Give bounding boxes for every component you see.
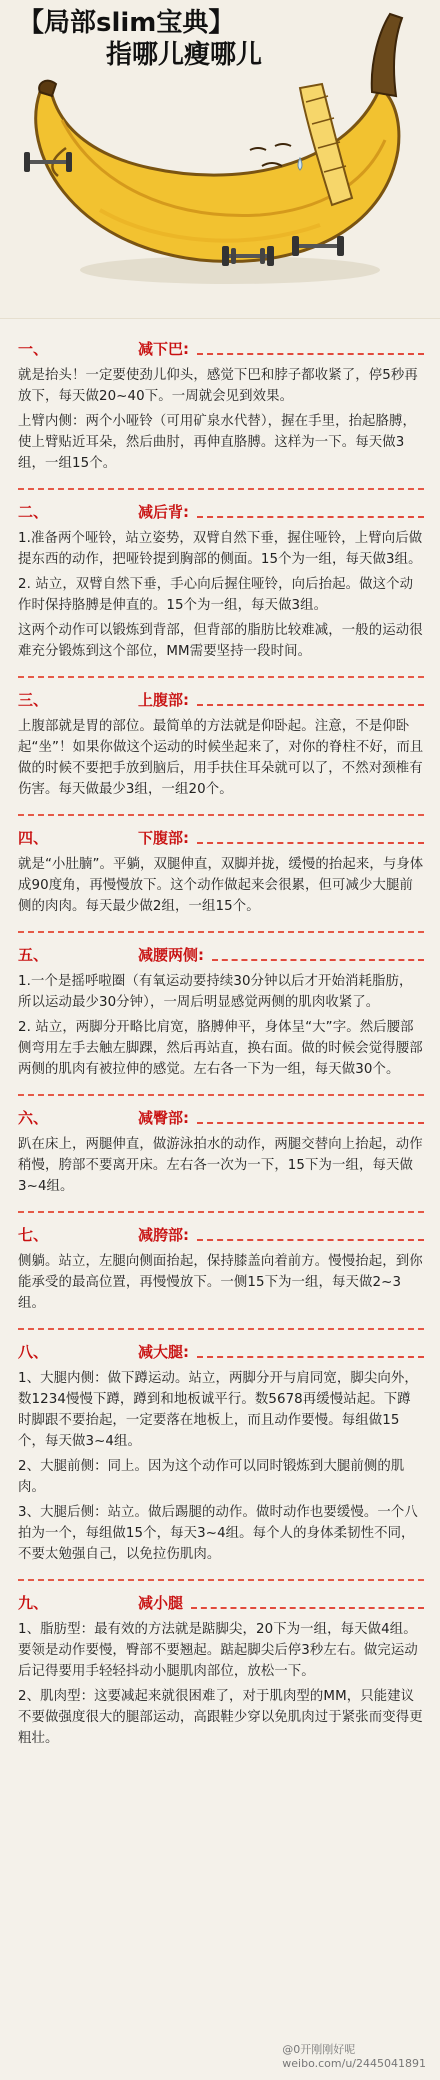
dashed-divider	[197, 516, 424, 518]
section-paragraph: 上腹部就是胃的部位。最简单的方法就是仰卧起。注意，不是仰卧起“坐”！如果你做这个运动的时候坐起来了，对你的脊柱不好，而且做的时候不要把手放到脑后，用手扶住耳朵就可以了，不然对颈椎有伤害。每天做最少3组，一组20个。	[18, 719, 424, 797]
section-heading: 减腰两侧:	[138, 946, 204, 964]
section-header	[18, 1340, 424, 1362]
section-separator	[18, 676, 424, 678]
section-waist	[18, 943, 424, 1080]
section-heading: 减下巴:	[138, 340, 189, 358]
section-calves	[18, 1591, 424, 1749]
section-paragraph: 2. 站立，两脚分开略比肩宽，胳膊伸平，身体呈“大”字。然后腰部侧弯用左手去触左脚踝，然后再站直，换右面。做的时候会觉得腰部两侧的肌肉有被拉伸的感觉。左右各一下为一组，每天做30个。	[18, 1020, 423, 1077]
section-header	[18, 826, 424, 848]
section-paragraph: 这两个动作可以锻炼到背部，但背部的脂肪比较难减，一般的运动很难充分锻炼到这个部位，MM需要坚持一段时间。	[18, 623, 423, 659]
header-banner	[0, 0, 440, 319]
section-paragraph: 1、大腿内侧：做下蹲运动。站立，两脚分开与肩同宽，脚尖向外，数1234慢慢下蹲，蹲到和地板诚平行。数5678再缓慢站起。下蹲时脚跟不要抬起，一定要落在地板上，而且动作要慢。每组做15个，每天做3~4组。	[18, 1371, 418, 1449]
section-paragraph: 3、大腿后侧：站立。做后踢腿的动作。做时动作也要缓慢。一个八拍为一个，每组做15个，每天3~4组。每个人的身体柔韧性不同，不要太勉强自己，以免拉伤肌肉。	[18, 1505, 418, 1562]
section-header	[18, 1591, 424, 1613]
dashed-divider	[197, 1356, 424, 1358]
section-paragraph: 1.一个是摇呼啦圈（有氧运动要持续30分钟以后才开始消耗脂肪，所以运动最少30分钟），一周后明显感觉两侧的肌肉收紧了。	[18, 974, 413, 1010]
section-paragraph: 1.准备两个哑铃，站立姿势，双臂自然下垂，握住哑铃，上臂向后做提东西的动作，把哑铃提到胸部的侧面。15个为一组，每天做3组。	[18, 531, 423, 567]
section-number: 四、	[18, 829, 49, 847]
section-hip-sides	[18, 1223, 424, 1314]
content-area	[0, 319, 440, 1749]
dashed-divider	[197, 353, 424, 355]
section-separator	[18, 1094, 424, 1096]
section-number: 六、	[18, 1109, 49, 1127]
section-separator	[18, 931, 424, 933]
dashed-divider	[191, 1607, 424, 1609]
watermark-url: weibo.com/u/2445041891	[282, 2057, 426, 2070]
watermark	[282, 2041, 426, 2070]
section-paragraph: 侧躺。站立，左腿向侧面抬起，保持膝盖向着前方。慢慢抬起，到你能承受的最高位置，再慢慢放下。一侧15下为一组，每天做2~3组。	[18, 1254, 423, 1311]
dashed-divider	[197, 842, 424, 844]
section-paragraph: 2、大腿前侧：同上。因为这个动作可以同时锻炼到大腿前侧的肌肉。	[18, 1459, 405, 1495]
section-heading: 减小腿	[138, 1594, 184, 1612]
section-separator	[18, 488, 424, 490]
dashed-divider	[197, 704, 424, 706]
section-header	[18, 1106, 424, 1128]
dashed-divider	[197, 1239, 424, 1241]
section-header	[18, 943, 424, 965]
section-number: 二、	[18, 503, 49, 521]
section-heading: 减胯部:	[138, 1226, 189, 1244]
section-header	[18, 1223, 424, 1245]
section-number: 五、	[18, 946, 49, 964]
section-number: 三、	[18, 691, 49, 709]
page-title	[18, 8, 262, 70]
watermark-handle: @0开刚刚好呢	[282, 2043, 356, 2056]
section-number: 一、	[18, 340, 49, 358]
section-separator	[18, 1211, 424, 1213]
section-paragraph: 趴在床上，两腿伸直，做游泳拍水的动作，两腿交替向上抬起，动作稍慢，胯部不要离开床。左右各一次为一下，15下为一组，每天做3~4组。	[18, 1137, 423, 1194]
section-thighs	[18, 1340, 424, 1565]
section-upper-abdomen	[18, 688, 424, 800]
section-header	[18, 688, 424, 710]
section-heading: 减后背:	[138, 503, 189, 521]
section-paragraph: 1、脂肪型：最有效的方法就是踮脚尖，20下为一组，每天做4组。要领是动作要慢，臀部不要翘起。踮起脚尖后停3秒左右。做完运动后记得要用手轻轻抖动小腿肌肉部位，放松一下。	[18, 1622, 418, 1679]
section-hips	[18, 1106, 424, 1197]
section-heading: 下腹部:	[138, 829, 189, 847]
section-heading: 减臀部:	[138, 1109, 189, 1127]
section-heading: 减大腿:	[138, 1343, 189, 1361]
section-paragraph: 就是“小肚腩”。平躺，双腿伸直，双脚并拢，缓慢的抬起来，与身体成90度角，再慢慢放下。这个动作做起来会很累，但可减少大腿前侧的肉肉。每天最少做2组，一组15个。	[18, 857, 424, 914]
section-separator	[18, 1328, 424, 1330]
section-paragraph: 上臂内侧：两个小哑铃（可用矿泉水代替），握在手里，抬起胳膊，使上臂贴近耳朵，然后曲肘，再伸直胳膊。这样为一下。每天做3组，一组15个。	[18, 414, 417, 471]
section-number: 八、	[18, 1343, 49, 1361]
section-number: 九、	[18, 1594, 49, 1612]
section-chin	[18, 337, 424, 474]
section-header	[18, 500, 424, 522]
section-paragraph: 就是抬头！一定要使劲儿仰头，感觉下巴和脖子都收紧了，停5秒再放下，每天做20~40下。一周就会见到效果。	[18, 368, 418, 404]
section-paragraph: 2、肌肉型：这要减起来就很困难了，对于肌肉型的MM，只能建议不要做强度很大的腿部运动，高跟鞋少穿以免肌肉过于紧张而变得更粗壮。	[18, 1689, 423, 1746]
section-paragraph: 2. 站立，双臂自然下垂，手心向后握住哑铃，向后抬起。做这个动作时保持胳膊是伸直的。15个为一组，每天做3组。	[18, 577, 414, 613]
dashed-divider	[197, 1122, 424, 1124]
section-heading: 上腹部:	[138, 691, 189, 709]
section-back	[18, 500, 424, 662]
section-header	[18, 337, 424, 359]
title-line-1: 【局部slim宝典】	[18, 8, 235, 38]
section-separator	[18, 1579, 424, 1581]
section-separator	[18, 814, 424, 816]
title-line-2: 指哪儿瘦哪儿	[106, 40, 263, 70]
section-number: 七、	[18, 1226, 49, 1244]
section-lower-abdomen	[18, 826, 424, 917]
dashed-divider	[212, 959, 424, 961]
